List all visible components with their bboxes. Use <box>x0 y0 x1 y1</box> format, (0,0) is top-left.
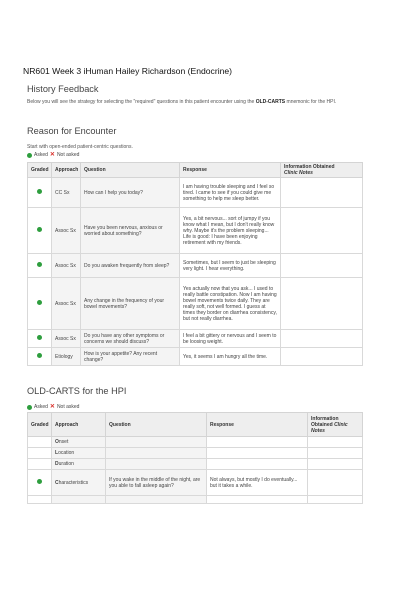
reason-heading: Reason for Encounter <box>27 126 117 136</box>
table-row <box>28 448 363 459</box>
question-cell: Any change in the frequency of your bowel movements? <box>81 278 180 330</box>
response-cell <box>207 496 308 504</box>
approach-rest: ocation <box>58 450 75 456</box>
not-asked-cross-icon: ✕ <box>49 403 55 410</box>
question-cell: Have you been nervous, anxious or worried about something? <box>81 208 180 254</box>
question-cell: If you wake in the middle of the night, are you able to fall asleep again? <box>106 470 207 496</box>
approach-cell: CC Sx <box>52 178 81 208</box>
table-row <box>28 178 363 208</box>
response-cell: Yes, it seems I am hungry all the time. <box>180 348 281 366</box>
col-info-line1: Information <box>311 415 339 422</box>
asked-dot-icon <box>37 479 42 484</box>
approach-cell: Etiology <box>52 348 81 366</box>
info-cell <box>308 470 363 496</box>
table-row <box>28 348 363 366</box>
reason-note: Start with open-ended patient-centric questions. <box>27 144 133 150</box>
info-cell <box>281 208 363 254</box>
table-row <box>28 437 363 448</box>
graded-cell <box>28 496 52 504</box>
col-response: Response <box>180 163 281 178</box>
asked-dot-icon <box>37 300 42 305</box>
info-cell <box>281 348 363 366</box>
response-cell: Sometimes, but I seem to just be sleeping very light. I hear everything. <box>180 254 281 278</box>
question-cell <box>106 437 207 448</box>
legend-not-asked-label: Not asked <box>56 404 80 410</box>
approach-cell <box>52 437 106 448</box>
graded-cell <box>28 448 52 459</box>
approach-cell: Assoc Sx <box>52 208 81 254</box>
approach-cell <box>52 470 106 496</box>
oldcarts-legend <box>27 404 79 410</box>
asked-dot-icon <box>37 189 42 194</box>
graded-cell <box>28 208 52 254</box>
question-cell: How is your appetite? Any recent change? <box>81 348 180 366</box>
approach-rest: uration <box>58 461 74 467</box>
history-feedback-intro <box>27 99 352 105</box>
question-cell: How can I help you today? <box>81 178 180 208</box>
legend-not-asked-label: Not asked <box>56 152 80 158</box>
table-row <box>28 330 363 348</box>
approach-initial: D <box>55 461 59 467</box>
table-row <box>28 459 363 470</box>
oldcarts-heading: OLD-CARTS for the HPI <box>27 386 127 396</box>
history-feedback-heading: History Feedback <box>27 84 99 94</box>
reason-legend <box>27 152 79 158</box>
table-row <box>28 208 363 254</box>
approach-cell: Assoc Sx <box>52 254 81 278</box>
col-question: Question <box>81 163 180 178</box>
document-title: NR601 Week 3 iHuman Hailey Richardson (Endocrine) <box>23 66 233 76</box>
graded-cell <box>28 348 52 366</box>
question-cell: Do you awaken frequently from sleep? <box>81 254 180 278</box>
info-cell <box>281 254 363 278</box>
approach-cell <box>52 496 106 504</box>
col-info-line1: Information Obtained <box>284 164 335 170</box>
col-info-line2: Clinic Notes <box>284 170 313 176</box>
approach-initial: L <box>55 450 59 456</box>
table-row <box>28 496 363 504</box>
info-cell <box>308 437 363 448</box>
approach-rest: nset <box>58 439 69 445</box>
response-cell: I feel a bit gittery or nervous and I seem to be loosing weight. <box>180 330 281 348</box>
response-cell: Yes, a bit nervous... sort of jumpy if you know what I mean, but I don't really know why. Maybe it's the problem sleeping... Life is good: I have been enjoying retirement with my friends. <box>180 208 281 254</box>
asked-dot-icon <box>37 227 42 232</box>
approach-cell: Assoc Sx <box>52 278 81 330</box>
graded-cell <box>28 254 52 278</box>
question-cell <box>106 496 207 504</box>
info-cell <box>308 448 363 459</box>
approach-rest: haracteristics <box>58 479 89 486</box>
table-row <box>28 278 363 330</box>
col-info <box>281 163 363 178</box>
approach-initial: O <box>55 439 59 445</box>
question-cell <box>106 459 207 470</box>
asked-dot-icon <box>37 335 42 340</box>
approach-cell: Assoc Sx <box>52 330 81 348</box>
graded-cell <box>28 278 52 330</box>
oldcarts-table-header <box>28 413 363 437</box>
graded-cell <box>28 178 52 208</box>
col-response: Response <box>207 413 308 437</box>
graded-cell <box>28 330 52 348</box>
col-graded: Graded <box>28 413 52 437</box>
asked-dot-icon <box>37 353 42 358</box>
question-cell <box>106 448 207 459</box>
col-approach: Approach <box>52 413 106 437</box>
asked-dot-icon <box>27 153 32 158</box>
reason-table <box>27 162 363 366</box>
table-row <box>28 470 363 496</box>
legend-asked-label: Asked <box>34 404 48 410</box>
response-cell: Not always, but mostly I do eventually... but it takes a while. <box>207 470 308 496</box>
asked-dot-icon <box>27 405 32 410</box>
graded-cell <box>28 437 52 448</box>
col-graded: Graded <box>28 163 52 178</box>
col-question: Question <box>106 413 207 437</box>
col-approach: Approach <box>52 163 81 178</box>
graded-cell <box>28 470 52 496</box>
question-cell: Do you have any other symptoms or concerns we should discuss? <box>81 330 180 348</box>
col-info-clinic: Clinic <box>334 421 348 428</box>
intro-text-end: mnemonic for the HPI. <box>285 99 337 105</box>
response-cell <box>207 448 308 459</box>
info-cell <box>281 330 363 348</box>
info-cell <box>281 178 363 208</box>
reason-table-header <box>28 163 363 178</box>
info-cell <box>308 496 363 504</box>
legend-asked-label: Asked <box>34 152 48 158</box>
col-info-line2: Obtained <box>311 421 333 428</box>
approach-cell <box>52 448 106 459</box>
response-cell: Yes actually now that you ask... I used to really battle constipation. Now I am having bowel movements twice daily. They are really soft, not well formed. I guess at times they border on diarrhea consistency, but not really diarrhea. <box>180 278 281 330</box>
intro-bold-mnemonic: OLD-CARTS <box>255 99 286 105</box>
col-info <box>308 413 363 437</box>
oldcarts-table <box>27 412 363 504</box>
info-cell <box>281 278 363 330</box>
info-cell <box>308 459 363 470</box>
response-cell <box>207 459 308 470</box>
intro-text: Below you will see the strategy for selecting the "required" questions in this patient encounter using the <box>27 99 256 105</box>
col-info-notes: Notes <box>311 427 325 434</box>
approach-cell <box>52 459 106 470</box>
asked-dot-icon <box>37 262 42 267</box>
approach-initial: C <box>55 479 59 486</box>
response-cell <box>207 437 308 448</box>
table-row <box>28 254 363 278</box>
not-asked-cross-icon: ✕ <box>49 151 55 158</box>
graded-cell <box>28 459 52 470</box>
response-cell: I am having trouble sleeping and I feel so tired. I came to see if you could give me something to help me sleep better. <box>180 178 281 208</box>
